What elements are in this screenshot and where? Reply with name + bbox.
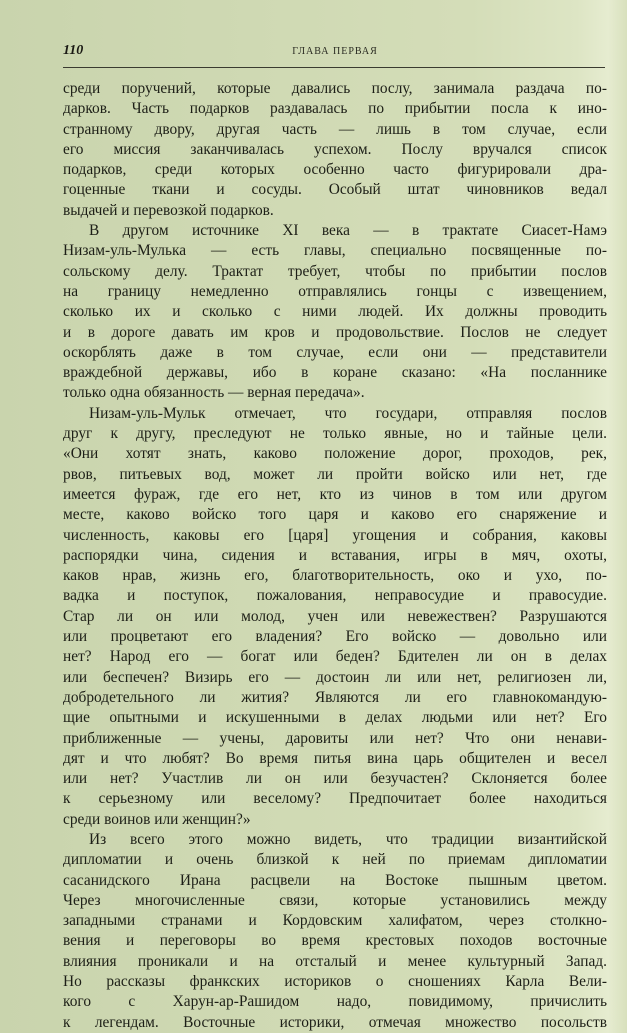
text-line: Низам-уль-Мульк отмечает, что государи, отправляя послов xyxy=(89,404,607,422)
text-line: сасанидского Ирана расцвели на Востоке пышным цветом. xyxy=(63,871,607,889)
text-line: дипломатии и очень близкой к ней по приемам дипломатии xyxy=(63,851,607,869)
text-line: имеется фураж, где его нет, кто из чинов в том или другом xyxy=(63,485,607,503)
text-line: сколько их и сколько с ними людей. Их должны проводить xyxy=(63,303,607,321)
text-line: численность, каковы его [царя] угощения и собрания, каковы xyxy=(63,526,607,544)
text-line: распорядки чина, сидения и вставания, игры в мяч, охоты, xyxy=(63,546,607,564)
text-line: кого с Харун-ар-Рашидом надо, повидимому, причислить xyxy=(63,993,607,1011)
text-line: каков нрав, жизнь его, благотворительность, око и ухо, по- xyxy=(63,567,607,585)
text-line: его миссия заканчивалась успехом. Послу вручался список xyxy=(63,140,607,158)
text-line: или процветают его владения? Его войско — довольно или xyxy=(63,628,607,646)
text-line: странному двору, другая часть — лишь в том случае, если xyxy=(63,120,607,138)
text-line: вадка и поступок, пожалования, неправосудие и правосудие. xyxy=(63,587,607,605)
text-line: и в дороге давать им кров и продовольствие. Послов не следует xyxy=(63,323,607,341)
text-line: дарков. Часть подарков раздавалась по прибытии посла к ино- xyxy=(63,100,607,118)
text-line: оскорблять даже в том случае, если они — представители xyxy=(63,343,607,361)
text-line: враждебной державы, ибо в коране сказано: «На посланнике xyxy=(63,364,607,382)
text-line: Стар ли он или молод, учен или невежествен? Разрушаются xyxy=(63,607,607,625)
running-head: ГЛАВА ПЕРВАЯ xyxy=(292,46,378,57)
text-line: Но рассказы франкских историков о сношениях Карла Вели- xyxy=(63,973,607,991)
text-line: Из всего этого можно видеть, что традиции византийской xyxy=(89,830,607,848)
text-line: гоценные ткани и сосуды. Особый штат чиновников ведал xyxy=(63,181,607,199)
header-rule xyxy=(63,67,605,68)
page-number: 110 xyxy=(63,43,84,58)
text-line: нет? Народ его — богат или беден? Бдителен ли он в делах xyxy=(63,648,607,666)
text-line: к легендам. Восточные историки, отмечая множество посольств xyxy=(63,1013,607,1031)
text-line: В другом источнике XI века — в трактате Сиасет-Намэ xyxy=(89,222,607,240)
text-line: приближенные — учены, даровиты или нет? Что они ненави- xyxy=(63,729,607,747)
text-line: сольскому делу. Трактат требует, чтобы по прибытии послов xyxy=(63,262,607,280)
text-line: среди поручений, которые давались послу, занимала раздача по- xyxy=(63,80,607,97)
text-line: или беспечен? Визирь его — достоин ли или нет, религиозен ли, xyxy=(63,668,607,686)
text-line: или нет? Участлив ли он или безучастен? Склоняется более xyxy=(63,770,607,788)
text-line: «Они хотят знать, каково положение дорог, проходов, рек, xyxy=(63,445,607,463)
page-header xyxy=(63,43,607,65)
text-line: рвов, питьевых вод, может ли пройти войско или нет, где xyxy=(63,465,607,483)
text-line: подарков, среди которых особенно часто фигурировали дра- xyxy=(63,161,607,179)
text-line: только одна обязанность — верная передача». xyxy=(63,384,365,402)
text-line: на границу немедленно отправлялись гонцы с извещением, xyxy=(63,282,607,300)
text-line: Низам-уль-Мулька — есть главы, специально посвященные по- xyxy=(63,242,607,260)
text-line: месте, каково войско того царя и каково его снаряжение и xyxy=(63,506,607,524)
text-line: Через многочисленные связи, которые установились между xyxy=(63,891,607,909)
text-line: друг к другу, преследуют не только явные, но и тайные цели. xyxy=(63,425,607,443)
text-line: выдачей и перевозкой подарков. xyxy=(63,201,274,219)
text-line: среди воинов или женщин?» xyxy=(63,810,251,828)
text-line: щие опытными и искушенными в делах людьми или нет? Его xyxy=(63,709,607,727)
text-line: влияния проникали и на отсталый и менее культурный Запад. xyxy=(63,952,607,970)
text-line: к серьезному или веселому? Предпочитает более находиться xyxy=(63,790,607,808)
text-line: дят и что любят? Во время питья вина царь общителен и весел xyxy=(63,749,607,767)
body-text xyxy=(63,79,607,1033)
text-line: добродетельного ли жития? Являются ли его главнокомандую- xyxy=(63,688,607,706)
text-line: западными странами и Кордовским халифатом, через столкно- xyxy=(63,912,607,930)
text-line: вения и переговоры во время крестовых походов восточные xyxy=(63,932,607,950)
